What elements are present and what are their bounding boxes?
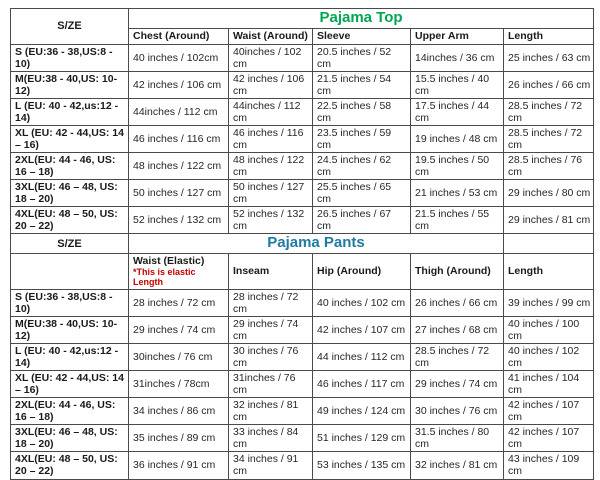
measurement-cell: 19.5 inches / 50 cm [411,153,504,180]
empty-cell [504,234,594,254]
measurement-cell: 21.5 inches / 54 cm [313,71,411,98]
measurement-cell: 42 inches / 107 cm [504,425,594,452]
size-column-header-pants: S/ZE [11,234,129,254]
column-header [313,253,411,289]
measurement-cell: 22.5 inches / 58 cm [313,98,411,125]
measurement-cell: 21.5 inches / 55 cm [411,207,504,234]
table-row [11,452,594,479]
column-header [129,253,229,289]
size-chart [10,8,593,480]
table-row [11,207,594,234]
measurement-cell: 44inches / 112 cm [229,98,313,125]
column-header-label: Upper Arm [415,29,469,42]
table-row [11,343,594,370]
measurement-cell: 20.5 inches / 52 cm [313,44,411,71]
measurement-cell: 25 inches / 63 cm [504,44,594,71]
column-header-label: Waist (Elastic) [133,254,205,267]
column-header-label: Sleeve [317,29,351,42]
measurement-cell: 30 inches / 76 cm [229,343,313,370]
size-label: S (EU:36 - 38,US:8 - 10) [11,289,129,316]
column-header-label: Thigh (Around) [415,265,491,278]
column-header [504,28,594,44]
size-label: L (EU: 40 - 42,us:12 - 14) [11,98,129,125]
measurement-cell: 34 inches / 86 cm [129,398,229,425]
column-header [229,253,313,289]
size-label: 2XL(EU: 44 - 46, US: 16 – 18) [11,153,129,180]
measurement-cell: 43 inches / 109 cm [504,452,594,479]
measurement-cell: 34 inches / 91 cm [229,452,313,479]
measurement-cell: 28.5 inches / 72 cm [504,98,594,125]
column-header [229,28,313,44]
size-label: 3XL(EU: 46 – 48, US: 18 – 20) [11,180,129,207]
table-row [11,425,594,452]
table-row [11,398,594,425]
measurement-cell: 28 inches / 72 cm [129,289,229,316]
measurement-cell: 46 inches / 117 cm [313,371,411,398]
pajama-pants-title: Pajama Pants [129,234,504,254]
measurement-cell: 25.5 inches / 65 cm [313,180,411,207]
measurement-cell: 40 inches / 102cm [129,44,229,71]
measurement-cell: 52 inches / 132 cm [129,207,229,234]
measurement-cell: 30inches / 76 cm [129,343,229,370]
pants-column-header-row [11,253,594,289]
measurement-cell: 26 inches / 66 cm [411,289,504,316]
column-header-label: Length [508,265,543,278]
table-row [11,371,594,398]
measurement-cell: 46 inches / 116 cm [229,125,313,152]
column-header [504,253,594,289]
table-row [11,71,594,98]
measurement-cell: 15.5 inches / 40 cm [411,71,504,98]
measurement-cell: 29 inches / 74 cm [229,316,313,343]
measurement-cell: 42 inches / 107 cm [504,398,594,425]
size-chart-table [10,8,594,480]
measurement-cell: 40 inches / 102 cm [313,289,411,316]
pajama-pants-header-section [11,234,594,289]
measurement-cell: 39 inches / 99 cm [504,289,594,316]
measurement-cell: 17.5 inches / 44 cm [411,98,504,125]
table-row [11,125,594,152]
measurement-cell: 50 inches / 127 cm [129,180,229,207]
measurement-cell: 29 inches / 81 cm [504,207,594,234]
measurement-cell: 27 inches / 68 cm [411,316,504,343]
measurement-cell: 29 inches / 80 cm [504,180,594,207]
measurement-cell: 31.5 inches / 80 cm [411,425,504,452]
size-label: L (EU: 40 - 42,us:12 - 14) [11,343,129,370]
measurement-cell: 51 inches / 129 cm [313,425,411,452]
column-header-label: Chest (Around) [133,29,210,42]
measurement-cell: 24.5 inches / 62 cm [313,153,411,180]
measurement-cell: 44inches / 112 cm [129,98,229,125]
measurement-cell: 31inches / 76 cm [229,371,313,398]
measurement-cell: 40 inches / 102 cm [504,343,594,370]
table-row [11,153,594,180]
pajama-top-title: Pajama Top [129,9,594,29]
table-row [11,289,594,316]
column-header-label: Length [508,29,543,42]
measurement-cell: 19 inches / 48 cm [411,125,504,152]
measurement-cell: 41 inches / 104 cm [504,371,594,398]
column-header [313,28,411,44]
column-header [411,253,504,289]
table-row [11,44,594,71]
pajama-pants-rows [11,289,594,479]
measurement-cell: 32 inches / 81 cm [229,398,313,425]
measurement-cell: 40 inches / 100 cm [504,316,594,343]
size-label: 3XL(EU: 46 – 48, US: 18 – 20) [11,425,129,452]
measurement-cell: 33 inches / 84 cm [229,425,313,452]
table-row [11,98,594,125]
column-header-label: Waist (Around) [233,29,308,42]
measurement-cell: 31inches / 78cm [129,371,229,398]
measurement-cell: 35 inches / 89 cm [129,425,229,452]
measurement-cell: 30 inches / 76 cm [411,398,504,425]
measurement-cell: 48 inches / 122 cm [129,153,229,180]
measurement-cell: 46 inches / 116 cm [129,125,229,152]
measurement-cell: 42 inches / 107 cm [313,316,411,343]
measurement-cell: 49 inches / 124 cm [313,398,411,425]
size-label: 2XL(EU: 44 - 46, US: 16 – 18) [11,398,129,425]
measurement-cell: 48 inches / 122 cm [229,153,313,180]
top-title-row [11,9,594,29]
column-header [411,28,504,44]
measurement-cell: 40inches / 102 cm [229,44,313,71]
measurement-cell: 42 inches / 106 cm [129,71,229,98]
measurement-cell: 26 inches / 66 cm [504,71,594,98]
measurement-cell: 21 inches / 53 cm [411,180,504,207]
measurement-cell: 28 inches / 72 cm [229,289,313,316]
pajama-top-rows [11,44,594,234]
measurement-cell: 29 inches / 74 cm [129,316,229,343]
measurement-cell: 53 inches / 135 cm [313,452,411,479]
measurement-cell: 50 inches / 127 cm [229,180,313,207]
pajama-top-header-section [11,9,594,45]
pants-title-row [11,234,594,254]
measurement-cell: 14inches / 36 cm [411,44,504,71]
empty-cell [11,253,129,289]
table-row [11,180,594,207]
measurement-cell: 23.5 inches / 59 cm [313,125,411,152]
measurement-cell: 28.5 inches / 76 cm [504,153,594,180]
size-label: M(EU:38 - 40,US: 10-12) [11,71,129,98]
size-label: 4XL(EU: 48 – 50, US: 20 – 22) [11,207,129,234]
size-column-header-top: S/ZE [11,9,129,45]
measurement-cell: 29 inches / 74 cm [411,371,504,398]
column-header-label: Inseam [233,265,270,278]
elastic-length-note: *This is elastic Length [133,266,196,288]
column-header [129,28,229,44]
measurement-cell: 42 inches / 106 cm [229,71,313,98]
measurement-cell: 52 inches / 132 cm [229,207,313,234]
size-label: S (EU:36 - 38,US:8 - 10) [11,44,129,71]
size-label: M(EU:38 - 40,US: 10-12) [11,316,129,343]
size-label: 4XL(EU: 48 – 50, US: 20 – 22) [11,452,129,479]
measurement-cell: 44 inches / 112 cm [313,343,411,370]
measurement-cell: 28.5 inches / 72 cm [411,343,504,370]
size-label: XL (EU: 42 - 44,US: 14 – 16) [11,371,129,398]
measurement-cell: 26.5 inches / 67 cm [313,207,411,234]
measurement-cell: 28.5 inches / 72 cm [504,125,594,152]
column-header-label: Hip (Around) [317,265,382,278]
measurement-cell: 36 inches / 91 cm [129,452,229,479]
table-row [11,316,594,343]
size-label: XL (EU: 42 - 44,US: 14 – 16) [11,125,129,152]
measurement-cell: 32 inches / 81 cm [411,452,504,479]
